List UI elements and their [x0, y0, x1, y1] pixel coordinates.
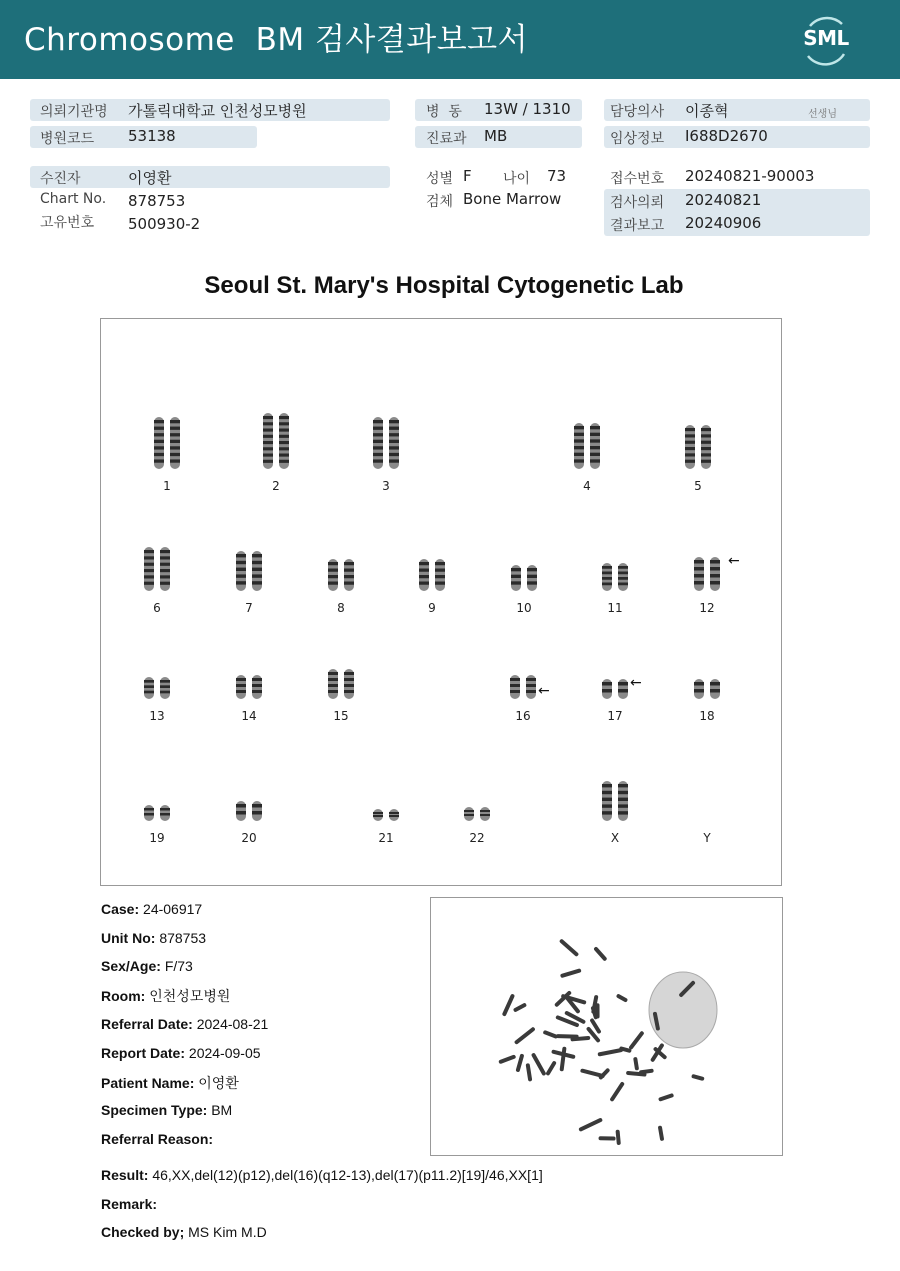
report-title: Chromosome BM 검사결과보고서: [24, 22, 529, 58]
clinical-value: I688D2670: [685, 127, 768, 145]
age-label: 나이: [503, 171, 531, 187]
ward-value: 13W / 1310: [484, 100, 571, 118]
metaphase-chromosome: [661, 1095, 672, 1099]
chart-label: Chart No.: [40, 191, 107, 207]
institution-label: 의뢰기관명: [40, 104, 108, 120]
metaphase-chromosome: [618, 996, 625, 1000]
receipt-value: 20240821-90003: [685, 167, 815, 185]
metaphase-chromosome: [641, 1071, 652, 1072]
chromosome: [236, 551, 246, 591]
metaphase-chromosome: [517, 1029, 533, 1042]
metaphase-chromosome: [504, 996, 512, 1014]
chromosome: [602, 679, 612, 699]
chromosome-label: X: [610, 831, 620, 845]
metaphase-chromosome: [562, 1049, 565, 1070]
arrow-icon: ←: [728, 553, 740, 569]
doctor-suffix: 선생님: [808, 109, 837, 120]
chromosome-label: 18: [699, 709, 715, 723]
metaphase-chromosome: [573, 1038, 589, 1039]
lab-title: Seoul St. Mary's Hospital Cytogenetic Lab: [204, 272, 684, 299]
metaphase-chromosome: [562, 941, 577, 954]
chromosome-label: 10: [516, 601, 532, 615]
metaphase-chromosome: [694, 1076, 703, 1078]
chromosome-label: 13: [149, 709, 165, 723]
sml-logo: [798, 12, 854, 68]
specimen-type-line: Specimen Type: BM: [101, 1102, 233, 1118]
checked-by-line: Checked by; MS Kim M.D: [101, 1224, 267, 1240]
chromosome: [464, 807, 474, 821]
report-label: 결과보고: [610, 218, 665, 234]
chromosome-label: 2: [272, 479, 280, 493]
metaphase-chromosome: [592, 1021, 599, 1032]
report-value: 20240906: [685, 214, 762, 232]
chromosome: [252, 551, 262, 591]
arrow-icon: ←: [630, 675, 642, 691]
chromosome-label: Y: [703, 831, 711, 845]
metaphase-chromosome: [621, 1049, 629, 1051]
metaphase-chromosome: [655, 1014, 658, 1029]
chromosome: [144, 677, 154, 699]
chromosome: [154, 417, 164, 469]
metaphase-chromosome: [600, 1050, 621, 1054]
metaphase-chromosome: [528, 1065, 530, 1079]
result-line: Result: 46,XX,del(12)(p12),del(16)(q12-13),del(17)(p11.2)[19]/46,XX[1]: [101, 1167, 543, 1183]
chromosome: [389, 809, 399, 821]
chromosome: [710, 557, 720, 591]
arrow-icon: ←: [538, 683, 550, 699]
ward-label: 병 동: [426, 104, 462, 120]
metaphase-image: [431, 898, 782, 1155]
referral-date-line: Referral Date: 2024-08-21: [101, 1016, 269, 1032]
chromosome-label: 7: [245, 601, 253, 615]
chromosome: [526, 675, 536, 699]
chromosome: [252, 675, 262, 699]
chromosome: [170, 417, 180, 469]
chromosome-label: 14: [241, 709, 257, 723]
chromosome: [144, 805, 154, 821]
unique-value: 500930-2: [128, 215, 201, 233]
metaphase-chromosome: [631, 1033, 642, 1047]
metaphase-chromosome: [618, 1132, 619, 1143]
metaphase-chromosome: [601, 1070, 608, 1077]
patient-row: [30, 166, 390, 188]
chromosome: [574, 423, 584, 469]
case-line: Case: 24-06917: [101, 901, 203, 917]
chromosome: [710, 679, 720, 699]
chromosome-label: 21: [378, 831, 394, 845]
chromosome: [590, 423, 600, 469]
patient-name-line: Patient Name: 이영환: [101, 1075, 239, 1091]
chromosome: [344, 559, 354, 591]
chromosome: [618, 781, 628, 821]
unit-line: Unit No: 878753: [101, 930, 207, 946]
metaphase-chromosome: [518, 1056, 522, 1070]
chromosome: [160, 677, 170, 699]
karyogram-panel: [100, 318, 782, 886]
chromosome: [389, 417, 399, 469]
metaphase-chromosome: [596, 949, 605, 959]
chromosome-label: 4: [583, 479, 591, 493]
metaphase-chromosome: [534, 1055, 544, 1073]
patient-label: 수진자: [40, 171, 81, 187]
specimen-value: Bone Marrow: [463, 190, 562, 208]
metaphase-chromosome: [660, 1128, 662, 1139]
logo-text: SML: [803, 26, 849, 50]
metaphase-chromosome: [593, 1008, 596, 1017]
chromosome: [419, 559, 429, 591]
metaphase-chromosome: [582, 1071, 602, 1076]
dept-value: MB: [484, 127, 508, 145]
chromosome: [279, 413, 289, 469]
report-header: [0, 0, 900, 79]
sex-value: F: [463, 167, 472, 185]
chromosome: [480, 807, 490, 821]
chromosome: [236, 801, 246, 821]
specimen-label: 검체: [426, 194, 454, 210]
chromosome-label: 11: [607, 601, 623, 615]
chromosome: [602, 563, 612, 591]
chromosome-label: 16: [515, 709, 531, 723]
chromosome: [694, 557, 704, 591]
chromosome: [602, 781, 612, 821]
metaphase-chromosome: [562, 971, 579, 976]
institution-value: 가톨릭대학교 인천성모병원: [128, 102, 307, 120]
metaphase-chromosome: [635, 1059, 636, 1068]
metaphase-chromosome: [581, 1120, 600, 1129]
chromosome: [263, 413, 273, 469]
sexage-line: Sex/Age: F/73: [101, 958, 193, 974]
chromosome: [373, 809, 383, 821]
room-line: Room: 인천성모병원: [101, 988, 231, 1004]
chromosome: [144, 547, 154, 591]
clinical-label: 임상정보: [610, 131, 665, 147]
doctor-label: 담당의사: [610, 104, 665, 120]
nucleus: [649, 972, 717, 1048]
chromosome-label: 3: [382, 479, 390, 493]
chromosome: [701, 425, 711, 469]
chromosome: [618, 563, 628, 591]
chromosome-label: 15: [333, 709, 349, 723]
chromosome: [527, 565, 537, 591]
remark-line: Remark:: [101, 1196, 158, 1212]
hospital-code-value: 53138: [128, 127, 176, 145]
metaphase-chromosome: [516, 1005, 525, 1010]
chromosome: [160, 805, 170, 821]
chromosome-label: 19: [149, 831, 165, 845]
referral-reason-line: Referral Reason:: [101, 1131, 214, 1147]
request-value: 20240821: [685, 191, 762, 209]
age-value: 73: [547, 167, 567, 185]
chromosome: [328, 559, 338, 591]
chromosome: [685, 425, 695, 469]
metaphase-chromosome: [612, 1084, 622, 1099]
chromosome: [618, 679, 628, 699]
chromosome-label: 9: [428, 601, 436, 615]
chromosome: [328, 669, 338, 699]
dept-label: 진료과: [426, 131, 467, 147]
doctor-value: 이종혁: [685, 102, 729, 120]
metaphase-chromosome: [501, 1057, 514, 1062]
chromosome: [694, 679, 704, 699]
chromosome-label: 17: [607, 709, 623, 723]
chromosome: [373, 417, 383, 469]
report-date-line: Report Date: 2024-09-05: [101, 1045, 261, 1061]
metaphase-chromosome: [545, 1032, 556, 1036]
metaphase-panel: [430, 897, 783, 1156]
chromosome: [435, 559, 445, 591]
patient-value: 이영환: [128, 169, 172, 187]
receipt-label: 접수번호: [610, 171, 665, 187]
chromosome-label: 22: [469, 831, 485, 845]
chromosome-label: 20: [241, 831, 257, 845]
chart-value: 878753: [128, 192, 186, 210]
request-label: 검사의뢰: [610, 195, 665, 211]
chromosome: [160, 547, 170, 591]
chromosome-label: 12: [699, 601, 715, 615]
chromosome: [510, 675, 520, 699]
chromosome: [236, 675, 246, 699]
unique-label: 고유번호: [40, 215, 95, 231]
metaphase-chromosome: [548, 1063, 554, 1073]
chromosome-label: 6: [153, 601, 161, 615]
sex-label: 성별: [426, 171, 454, 187]
chromosome-label: 8: [337, 601, 345, 615]
hospital-code-label: 병원코드: [40, 131, 95, 147]
chromosome-label: 5: [694, 479, 702, 493]
chromosome-label: 1: [163, 479, 171, 493]
chromosome: [344, 669, 354, 699]
chromosome: [511, 565, 521, 591]
metaphase-chromosome: [628, 1073, 644, 1075]
chromosome: [252, 801, 262, 821]
